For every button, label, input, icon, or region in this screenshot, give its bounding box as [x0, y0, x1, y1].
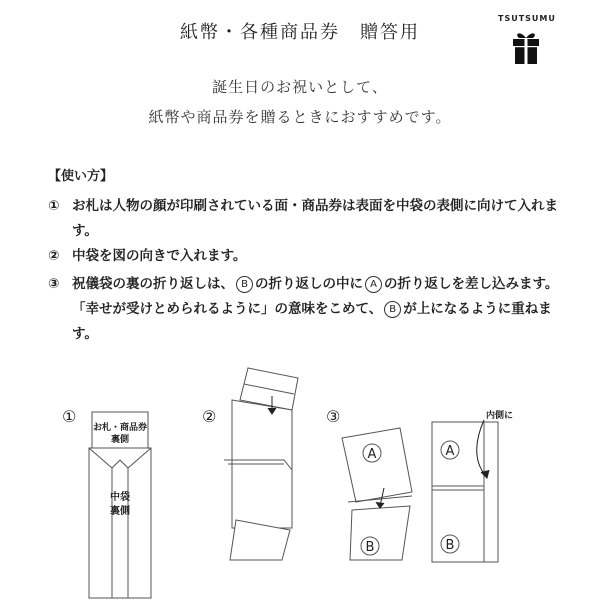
- diagram-3: [326, 407, 513, 562]
- diagram-number: ②: [202, 407, 217, 426]
- folding-diagrams: [0, 360, 600, 600]
- brand-logo-text: TSUTSUMU: [498, 14, 556, 23]
- label-b: B: [365, 540, 375, 555]
- step-text: [72, 272, 568, 347]
- note-label-line-1: お札・商品券: [92, 423, 148, 433]
- bag-label-line-1: 中袋: [110, 492, 130, 503]
- inner-envelope-shape: [89, 448, 151, 598]
- flap-b-shape: [350, 506, 410, 560]
- inner-label: 内側に: [486, 411, 514, 421]
- step-text-part: の折り返しの中に: [255, 276, 363, 292]
- diagram-1: [62, 407, 151, 598]
- diagram-number: ③: [326, 407, 341, 426]
- bag-label-line-2: 裏側: [110, 506, 130, 517]
- marker-b: B: [236, 276, 253, 293]
- brand-logo: [498, 14, 554, 74]
- intro-line-2: 紙幣や商品券を贈るときにおすすめです。: [148, 108, 452, 126]
- label-b: B: [445, 538, 455, 553]
- step-text: 中袋を図の向きで入れます。: [72, 248, 247, 264]
- intro-line-1: 誕生日のお祝いとして、: [212, 78, 388, 96]
- step-text-part: 祝儀袋の裏の折り返しは、: [72, 276, 234, 292]
- step-number: ②: [48, 248, 60, 264]
- step-number: ①: [48, 198, 60, 214]
- marker-a: A: [365, 276, 382, 293]
- diagram-2: [202, 368, 298, 560]
- step-number: ③: [48, 276, 60, 292]
- note-label-line-2: 裏側: [110, 435, 130, 445]
- page-title: 紙幣・各種商品券 贈答用: [180, 22, 420, 43]
- marker-b: B: [384, 301, 401, 318]
- label-a: A: [367, 447, 377, 462]
- label-a: A: [445, 444, 455, 459]
- howto-heading: 【使い方】: [48, 169, 114, 184]
- gift-icon: [510, 28, 542, 68]
- diagram-number: ①: [62, 407, 77, 426]
- step-text-part: の折り返しを差し込みます。「幸せが受けとめられるように」の意味をこめて、: [72, 276, 559, 317]
- step-text-part: が上になるように重ねます。: [72, 301, 552, 342]
- flap-a-shape: [342, 428, 412, 502]
- step-text: お札は人物の顔が印刷されている面・商品券は表面を中袋の表側に向けて入れます。: [72, 198, 558, 239]
